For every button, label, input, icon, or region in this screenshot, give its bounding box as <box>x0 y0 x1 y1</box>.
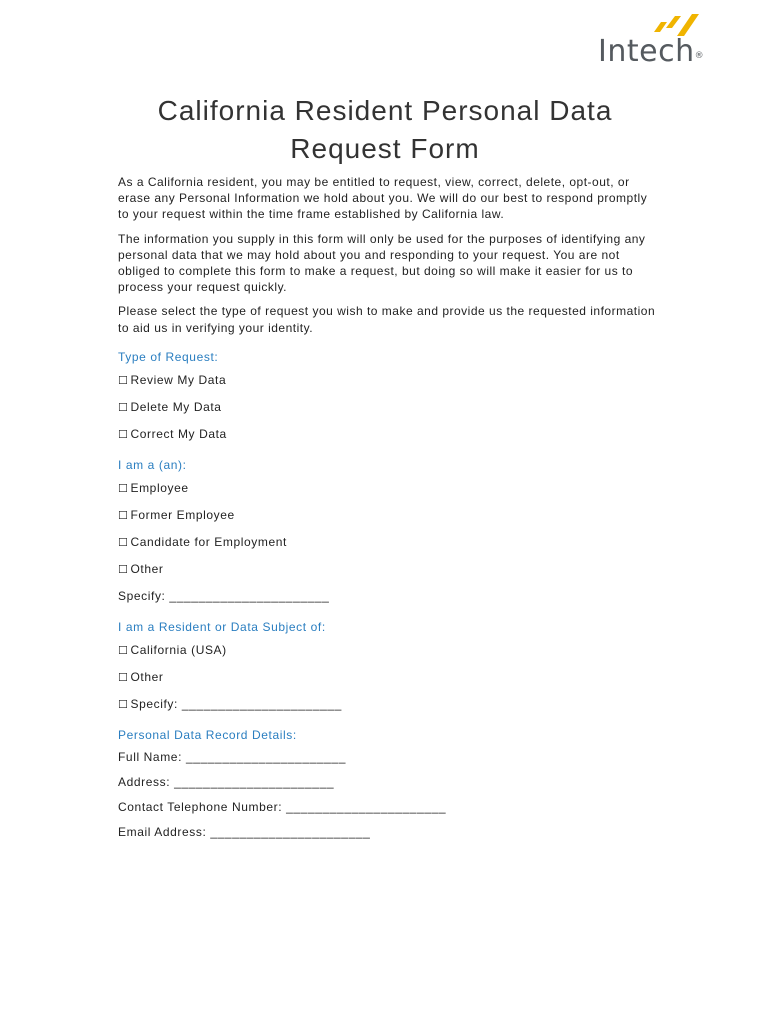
checkbox-correct-my-data[interactable]: ☐ Correct My Data <box>118 426 227 441</box>
checkbox-icon[interactable]: ☐ <box>118 697 129 711</box>
checkbox-other-relationship[interactable]: ☐ Other <box>118 561 164 576</box>
checkbox-former-employee[interactable]: ☐ Former Employee <box>118 507 235 522</box>
checkbox-candidate[interactable]: ☐ Candidate for Employment <box>118 534 287 549</box>
checkbox-icon[interactable]: ☐ <box>118 670 129 684</box>
request-type-heading: Type of Request: <box>118 349 219 364</box>
relationship-heading: I am a (an): <box>118 457 187 472</box>
checkbox-icon[interactable]: ☐ <box>118 508 129 522</box>
checkbox-other-residency[interactable]: ☐ Other <box>118 669 164 684</box>
email-field[interactable]: Email Address: ______________________ <box>118 824 371 839</box>
checkbox-review-my-data[interactable]: ☐ Review My Data <box>118 372 227 387</box>
checkbox-delete-my-data[interactable]: ☐ Delete My Data <box>118 399 222 414</box>
intech-logo <box>598 8 718 68</box>
checkbox-icon[interactable]: ☐ <box>118 643 129 657</box>
instructions-paragraph: Please select the type of request you wish to make and provide us the requested information to aid us in verifying your identity. <box>118 304 656 335</box>
address-field[interactable]: Address: ______________________ <box>118 774 335 789</box>
checkbox-employee[interactable]: ☐ Employee <box>118 480 189 495</box>
intech-logo-text: Intech® <box>598 34 705 69</box>
details-heading: Personal Data Record Details: <box>118 727 297 742</box>
checkbox-icon[interactable]: ☐ <box>118 535 129 549</box>
checkbox-icon[interactable]: ☐ <box>118 373 129 387</box>
residency-heading: I am a Resident or Data Subject of: <box>118 619 326 634</box>
checkbox-icon[interactable]: ☐ <box>118 481 129 495</box>
form-body <box>118 174 658 845</box>
checkbox-icon[interactable]: ☐ <box>118 562 129 576</box>
page-title: California Resident Personal Data Request Form <box>157 95 613 164</box>
relationship-specify-field[interactable]: Specify: ______________________ <box>118 588 330 603</box>
intro-paragraph: As a California resident, you may be entitled to request, view, correct, delete, opt-out, or erase any Personal Information we hold about you. We will do our best to respond promptly to your request within the time frame established by California law. <box>118 175 648 222</box>
checkbox-icon[interactable]: ☐ <box>118 427 129 441</box>
checkbox-icon[interactable]: ☐ <box>118 400 129 414</box>
checkbox-california[interactable]: ☐ California (USA) <box>118 642 227 657</box>
checkbox-residency-specify[interactable]: ☐ Specify: ______________________ <box>118 696 342 711</box>
usage-paragraph: The information you supply in this form will only be used for the purposes of identifying any personal data that we may hold about you and responding to your request. You are not obliged to complete this form to make a request, but doing so will make it easier for us to process your request quickly. <box>118 231 646 295</box>
telephone-field[interactable]: Contact Telephone Number: ______________________ <box>118 799 447 814</box>
full-name-field[interactable]: Full Name: ______________________ <box>118 749 346 764</box>
